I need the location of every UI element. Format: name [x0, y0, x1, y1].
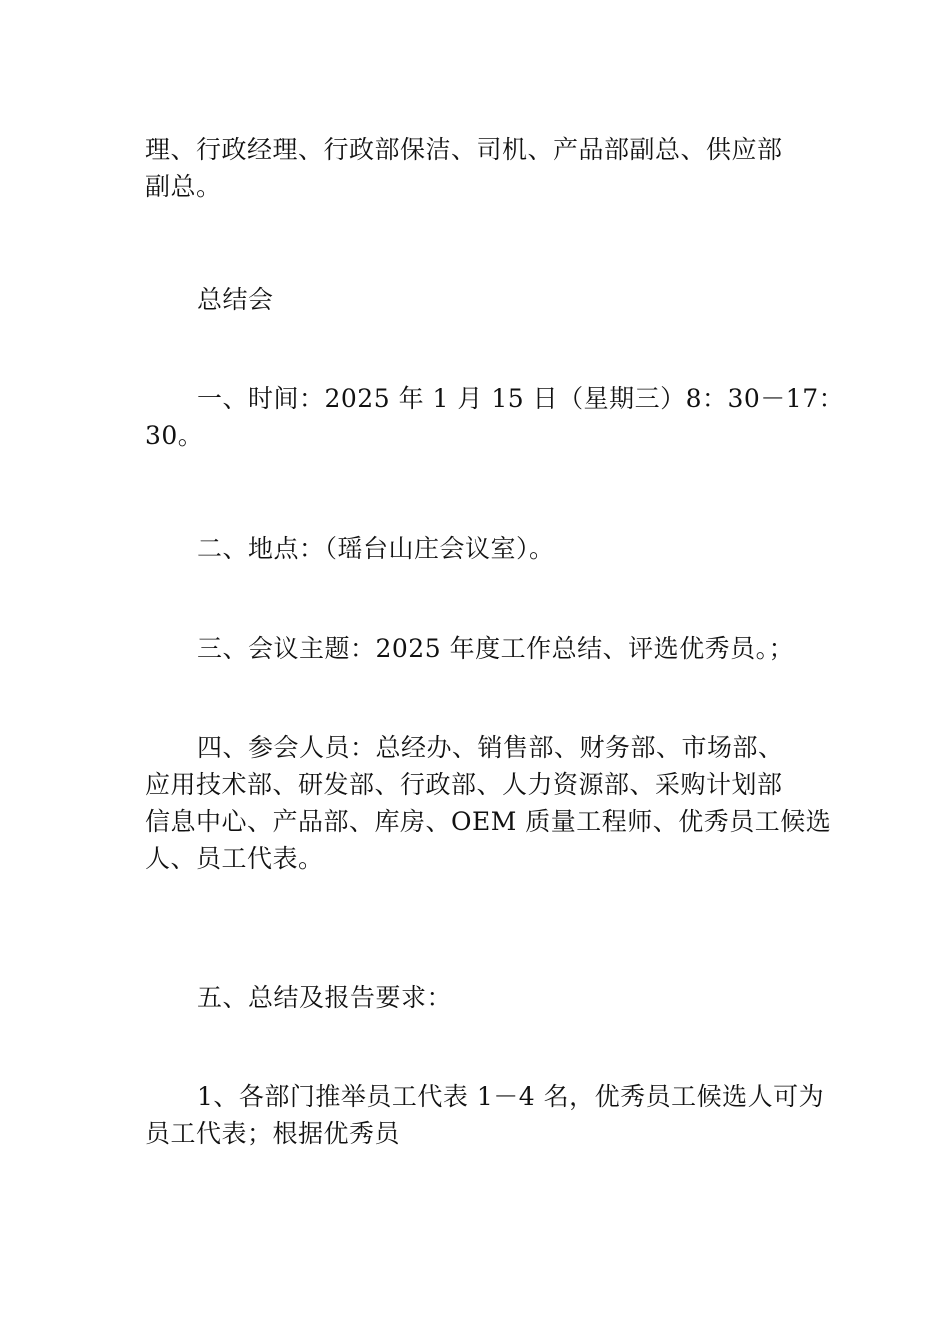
text-line: 应用技术部、研发部、行政部、人力资源部、采购计划部 [145, 770, 783, 799]
text-line: 副总。 [145, 172, 222, 201]
text-line: 信息中心、产品部、库房、OEM 质量工程师、优秀员工候选 [145, 807, 832, 836]
text-line: 理、行政经理、行政部保洁、司机、产品部副总、供应部 [145, 135, 783, 164]
text-line: 五、总结及报告要求： [197, 983, 453, 1012]
text-line: 三、会议主题：2025 年度工作总结、评选优秀员。； [197, 634, 795, 663]
heading-text: 总结会 [197, 285, 274, 314]
attendees-paragraph [145, 729, 832, 877]
continuation-paragraph [145, 131, 810, 205]
time-paragraph [145, 380, 845, 454]
text-line: 人、员工代表。 [145, 844, 324, 873]
text-line: 四、参会人员：总经办、销售部、财务部、市场部、 [197, 733, 784, 762]
section-heading [145, 281, 810, 318]
requirement-1-paragraph [145, 1078, 825, 1152]
text-line: 一、时间：2025 年 1 月 15 日（星期三）8：30－17： [197, 384, 845, 413]
text-line: 1、各部门推举员工代表 1－4 名，优秀员工候选人可为 [197, 1082, 825, 1111]
text-line: 员工代表；根据优秀员 [145, 1119, 401, 1148]
topic-paragraph [145, 630, 810, 667]
requirements-heading [145, 979, 810, 1016]
text-line: 30。 [145, 421, 204, 450]
location-paragraph [145, 530, 810, 567]
text-line: 二、地点：（瑶台山庄会议室）。 [197, 534, 555, 563]
